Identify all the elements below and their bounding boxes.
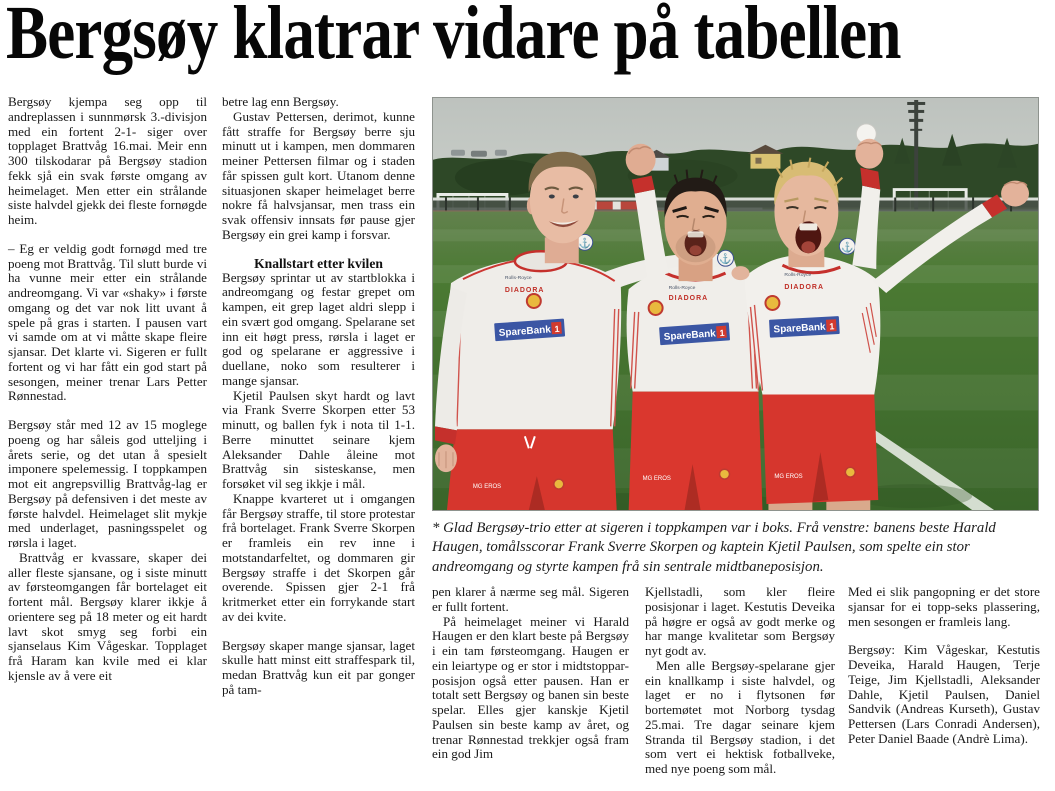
paragraph: Kjellstadli, som kler fleire posisjonar i laget. Kestutis Deveika på høgre er også av godt merke og har mange kvalitetar som Bergsøy nyt godt av.: [645, 584, 835, 658]
chest-sponsor-text: Rolls-Royce: [504, 275, 532, 282]
article-column-3: [432, 585, 629, 762]
article-column-2: [222, 95, 415, 698]
article-column-5: [848, 585, 1040, 747]
fence-rail: [433, 198, 1038, 201]
anchor-icon: ⚓: [578, 238, 591, 250]
paragraph: Med ei slik pangopning er det store sjansar for ei topp-seks plassering, men sesongen er framleis lang.: [848, 584, 1040, 629]
brand-text: DIADORA: [504, 287, 545, 295]
svg-text:1: 1: [719, 327, 725, 339]
fence-band: [433, 201, 1038, 212]
sponsor-banner: [769, 316, 840, 338]
brand-text: DIADORA: [784, 284, 824, 292]
paragraph: betre lag enn Bergsøy.: [222, 94, 339, 109]
svg-text:1: 1: [829, 321, 835, 332]
chest-sponsor-text: Rolls-Royce: [784, 272, 812, 279]
barrier-stripe: [613, 201, 621, 209]
photo-scene: [433, 98, 1038, 510]
anchor-icon: ⚓: [841, 242, 854, 254]
squad-list: Bergsøy: Kim Vågeskar, Kestutis Deveika, Harald Haugen, Terje Teige, Jim Kjellstadli, Aleksander Dahle, Kjetil Paulsen, Daniel Sandvik (Andreas Kurseth), Gustav Pettersen (Lars Conradi Andersen), Peter Daniel Baade (Andrè Lima).: [848, 642, 1040, 746]
paragraph: – Eg er veldig godt fornøgd med tre poeng mot Brattvåg. Til slutt burde vi ha vunne meir etter ein strålande andreomgang. Vi var «shaky» i første omgang og det var nok litt uvant å spele på gras i starten. I pausen vart vi samde om at vi måtte skape fleire sjansar. Det klarte vi. Sigeren er fullt fortent og vi har fått ein god start på sesongen, meiner trenar Lars Petter Rønnestad.: [8, 240, 207, 404]
brand-text: DIADORA: [668, 295, 709, 303]
svg-text:SpareBank: SpareBank: [498, 324, 552, 339]
subheading: Knallstart etter kvilen: [254, 255, 383, 271]
paragraph: Men alle Bergsøy-spelarane gjer ein knallkamp i siste halvdel, og laget er no i flytsonen før bortemøtet mot Norborg tysdag 25.mai. Tre dagar seinare kjem Stranda til Bergsøy stadion, i det som vert ei hektisk fotballveke, med nye poeng som mål.: [645, 657, 835, 776]
headline: Bergsøy klatrar vidare på tabellen: [6, 0, 901, 75]
paragraph: pen klarer å nærme seg mål. Sigeren er fullt fortent.: [432, 584, 629, 614]
shorts-text: MG EROS: [472, 484, 502, 491]
article-column-1: [8, 95, 207, 684]
shorts-text: MG EROS: [642, 476, 671, 483]
svg-text:SpareBank: SpareBank: [663, 328, 717, 343]
paragraph: På heimelaget meiner vi Harald Haugen er den klart beste på Bergsøy i ein tam førsteomgang. Haugen er ein leiartype og er stor i midtstoppar-posisjon også etter pausen. Han er totalt sett Bergsøy og banen sin beste spelar. Elles gjer kanskje Kjetil Paulsen sin beste kamp av året, og trenar Rønnestad trekkjer også fram ein god Jim: [432, 613, 629, 762]
player-left-hand: [732, 266, 750, 280]
match-photo: [432, 97, 1039, 511]
article-column-4: [645, 585, 835, 777]
paragraph: Bergsøy skaper mange sjansar, laget skulle hatt minst eitt straffespark til, medan Brattvåg kun eit par gonger på tam-: [222, 637, 415, 697]
paragraph: Knappe kvarteret ut i omgangen får Bergsøy straffe, til store protestar frå bortelaget. Frank Sverre Skorpen er framleis ein rev inne i motstandarfeltet, og dommaren gir Bergsøy straffe i det Skorpen går overende. Spissen gjer 2-1 frå kritmerket etter ein forrykande start av dei kvite.: [222, 490, 415, 624]
paragraph: Bergsøy kjempa seg opp til andreplassen i sunnmørsk 3.-divisjon med ein fortent 2-1- siger over topplaget Brattvåg 16.mai. Meir enn 300 tilskodarar på Bergsøy stadion fekk sjå ein svak første omgang av heimelaget. Men etter ein strålande siste halvdel gjekk dei fleste fornøgde heim.: [8, 94, 207, 227]
paragraph: Bergsøy står med 12 av 15 moglege poeng og har såleis god utteljing i årets serie, og det utan å spesielt imponere spelemessig. I toppkampen mot eit angrepsvillig Brattvåg-lag er Bergsøy på defensiven i det meste av første halvdel. Heimelaget slit mykje med underlaget, pasningsspelet og rørsla i laget.: [8, 417, 207, 550]
photo-caption: * Glad Bergsøy-trio etter at sigeren i toppkampen var i boks. Frå venstre: banens beste Harald Haugen, tomålsscorar Frank Sverre Skorpen og kaptein Kjetil Paulsen, som spelte ein stor andreomgang og styrte kampen frå sin sentrale midtbaneposisjon.: [432, 520, 996, 575]
shorts-text: MG EROS: [774, 474, 803, 481]
chest-sponsor-text: Rolls-Royce: [668, 285, 696, 292]
paragraph: Brattvåg er kvassare, skaper dei aller fleste sjansane, og i siste minutt av førsteomgangen får bortelaget eit fortent mål. Bergsøy klarer ikkje å orientere seg på 18 meter og eit hardt lavt skot smyg seg forbi ein sjanselaus Kim Vågeskar. Topplaget frå Haram kan kvile med ei klar kjensle av å vere eit: [8, 549, 207, 683]
paragraph: Bergsøy sprintar ut av startblokka i andreomgang og festar grepet om kampen, eit grep laget aldri slepp i ein svært god omgang. Spelarane set inn eit høgt press, rørsla i laget er god og spelarane er aggressive i duellane, noko som resulterer i mange sjansar.: [222, 269, 415, 388]
paragraph: Kjetil Paulsen skyt hardt og lavt via Frank Sverre Skorpen etter 53 minutt, og ballen fyk i nota til 1-1. Berre minuttet seinare kjem Aleksander Dahle åleine mot Brattvåg sin sisteskanse, men forsøket vil seg ikkje i mål.: [222, 387, 415, 491]
anchor-icon: ⚓: [719, 254, 732, 266]
svg-text:SpareBank: SpareBank: [773, 321, 826, 336]
parked-cars: [451, 150, 507, 157]
svg-text:1: 1: [554, 323, 560, 335]
paragraph: Gustav Pettersen, derimot, kunne fått straffe for Bergsøy berre sju minutt ut i kampen, men dommaren meiner Pettersen filmar og i staden får spissen gult kort. Utanom denne situasjonen skaper heimelaget berre nokre få halvsjansar, men trass ein svak offensiv innsats før pause gjer Bergsøy ein grei kamp i forsvar.: [222, 108, 415, 242]
